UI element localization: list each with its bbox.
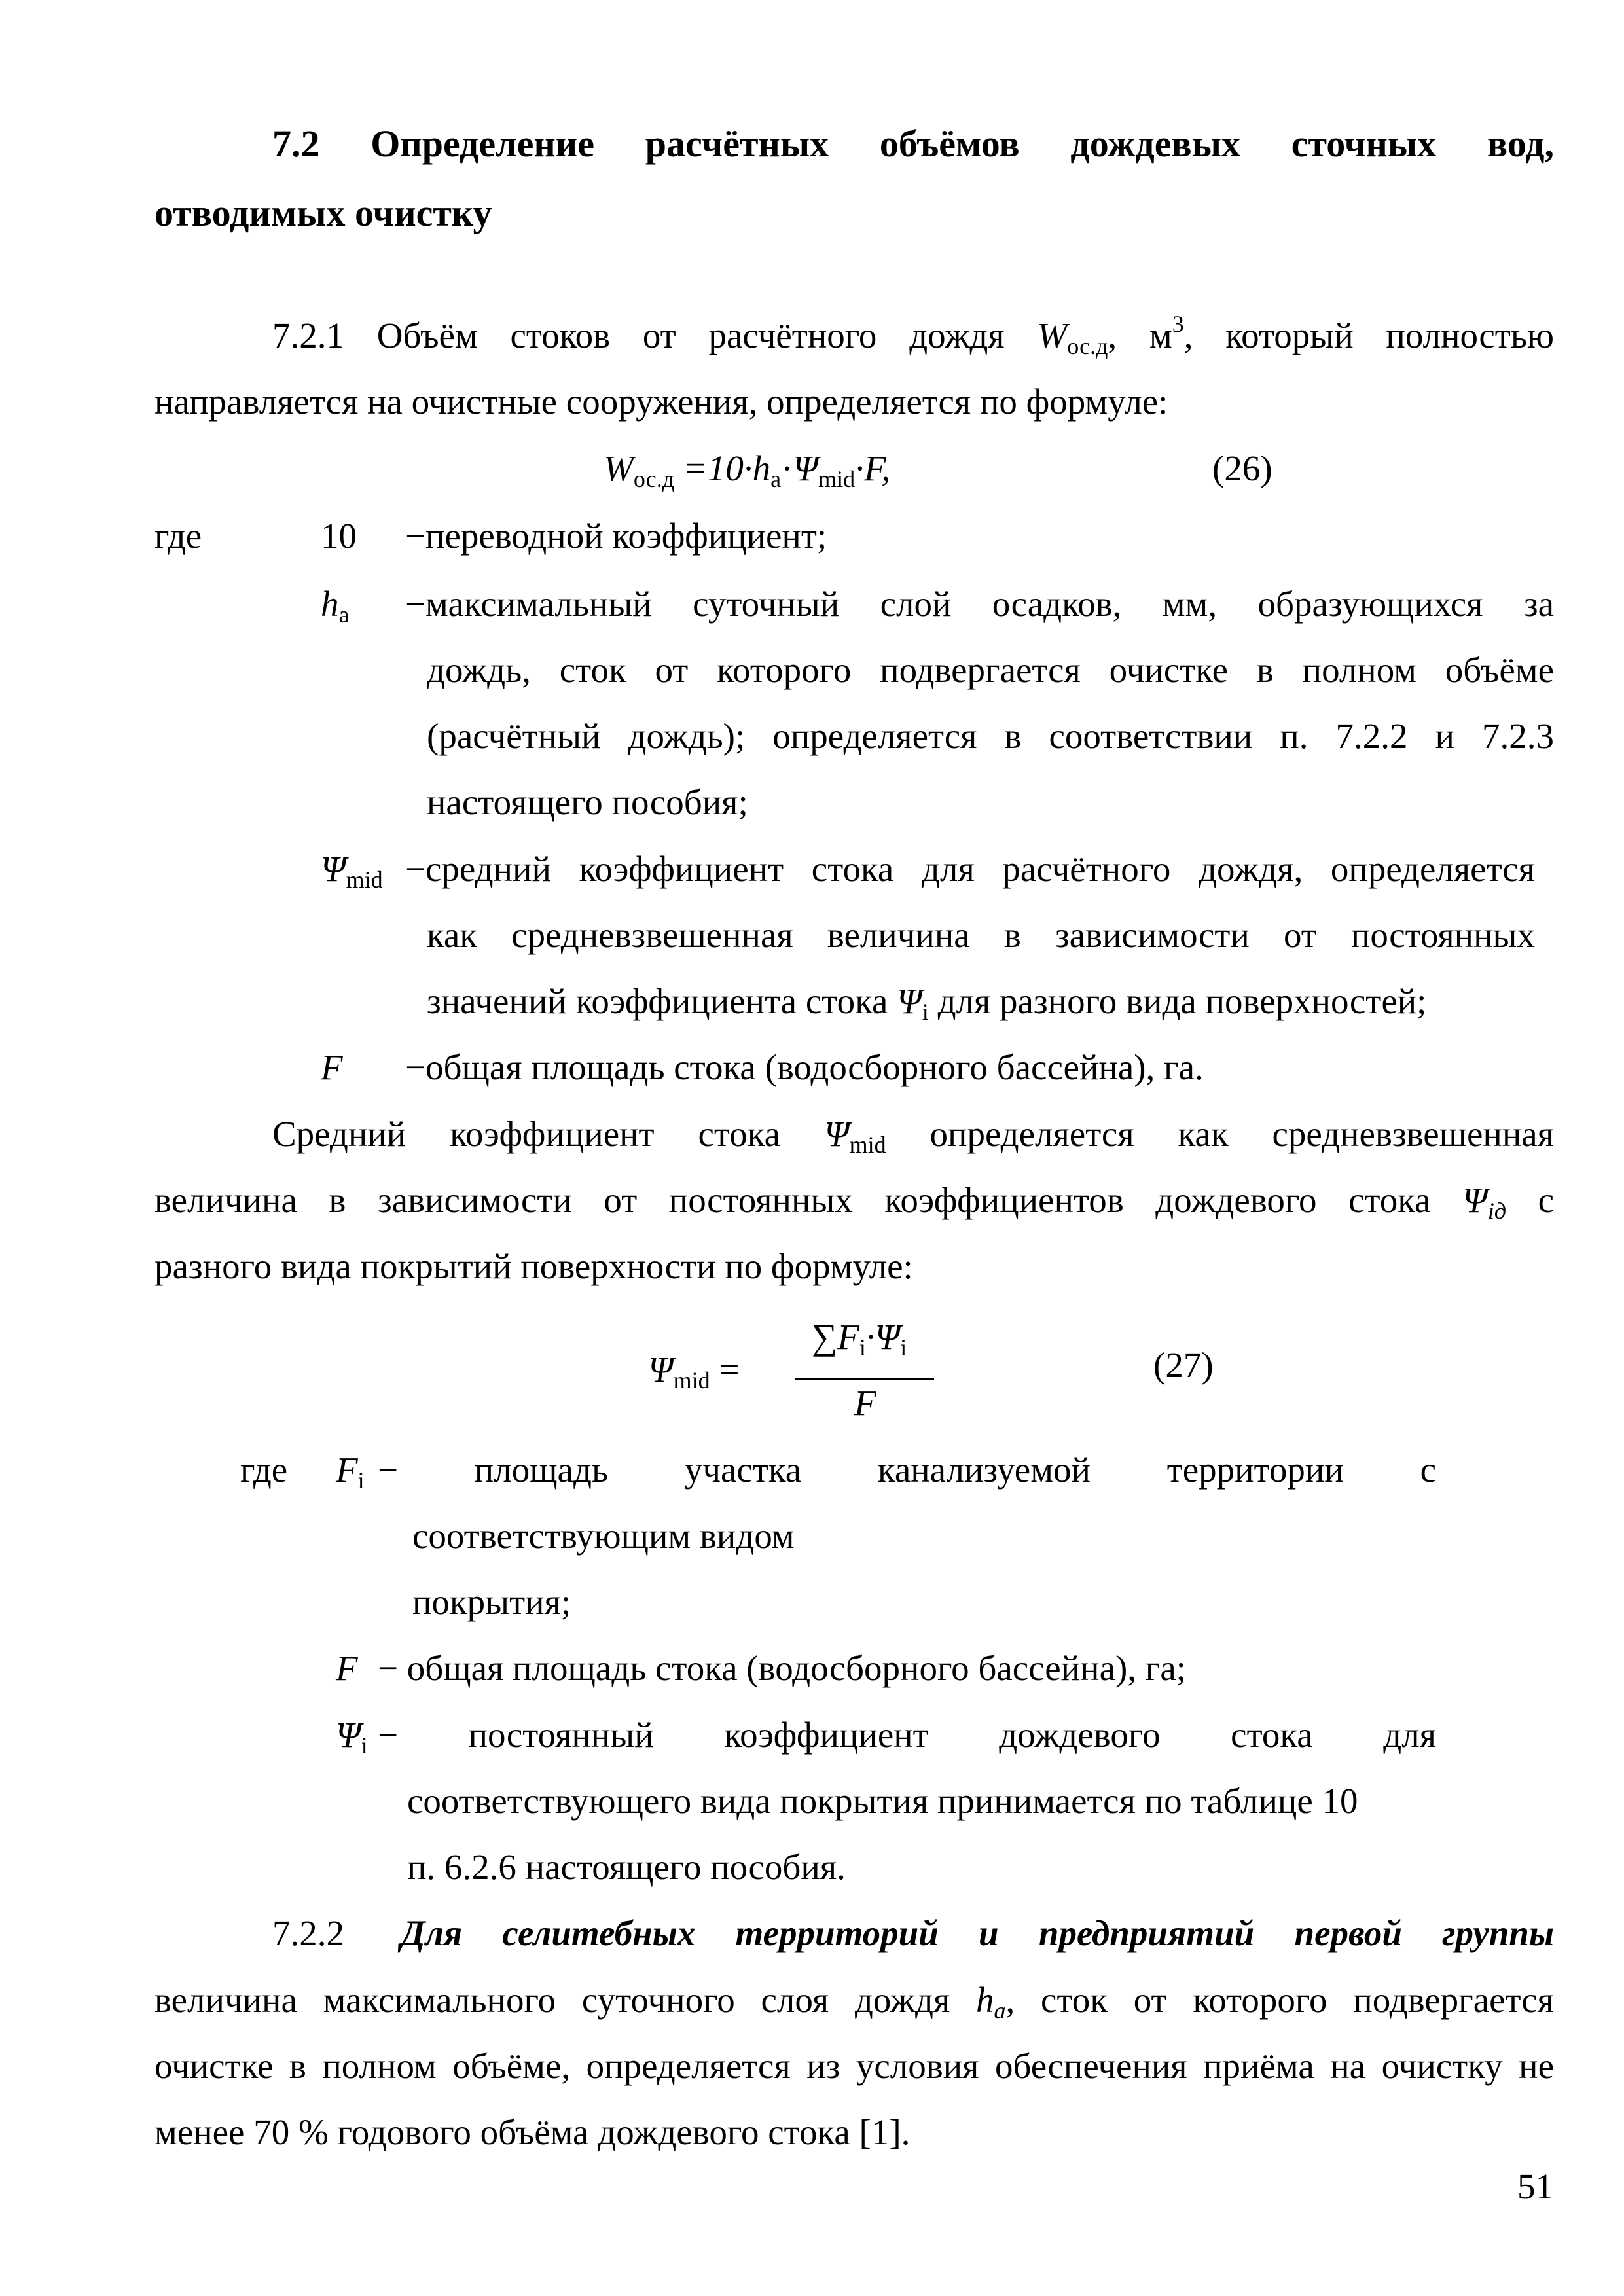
def-text: − постоянный коэффициент дождевого стока для	[378, 1715, 1436, 1755]
subscript: mid	[346, 867, 383, 893]
superscript: 3	[1172, 311, 1184, 337]
subscript: i	[900, 1335, 907, 1361]
def-text: −средний коэффициент стока для расчётного дождя, определяется	[405, 849, 1535, 889]
text: ·F,	[855, 448, 891, 488]
text: , который полностью	[1183, 315, 1554, 355]
subscript: mid	[673, 1367, 710, 1393]
text: с	[1506, 1180, 1554, 1220]
def-text: соответствующим видом	[412, 1516, 795, 1556]
paragraph-7-2-2-emphasis: Для селитебных территорий и предприятий первой группы	[401, 1913, 1554, 1953]
text: =	[710, 1350, 740, 1390]
symbol-psi: Ψ	[321, 849, 346, 889]
def-text: − площадь участка канализуемой территории с	[378, 1450, 1436, 1490]
symbol-psi: Ψ	[875, 1317, 901, 1357]
text: значений коэффициента стока	[427, 981, 897, 1021]
symbol-psi: Ψ	[336, 1715, 361, 1755]
where-label: где	[154, 516, 202, 556]
text: ·	[781, 448, 793, 488]
symbol-h: h	[976, 1980, 994, 2020]
def-symbol-ha	[321, 578, 349, 630]
section-title-line2: отводимых очистку	[154, 192, 492, 234]
formula-27-lhs	[648, 1344, 739, 1396]
page-number: 51	[1517, 2166, 1553, 2206]
paragraph-7-2-2-line2	[154, 1974, 1554, 2026]
formula-27-denominator: F	[854, 1383, 876, 1423]
symbol-psi: Ψ	[897, 981, 922, 1021]
section-title-line1: 7.2 Определение расчётных объёмов дождевых сточных вод,	[272, 122, 1554, 165]
def-text: дождь, сток от которого подвергается очистке в полном объёме	[427, 650, 1554, 690]
text: ∑F	[812, 1317, 859, 1357]
paragraph-mid-line3: разного вида покрытий поверхности по формуле:	[154, 1246, 913, 1286]
formula-26	[604, 442, 890, 495]
def-symbol-f: F	[336, 1648, 358, 1688]
paragraph-mid-line2	[154, 1174, 1554, 1227]
formula-27-number: (27)	[1153, 1345, 1214, 1385]
def-text: −переводной коэффициент;	[405, 516, 827, 556]
text: для разного вида поверхностей;	[928, 981, 1427, 1021]
subscript: iд	[1487, 1198, 1507, 1224]
subscript: mid	[849, 1132, 886, 1158]
subscript: a	[994, 1998, 1006, 2024]
subscript: i	[859, 1335, 866, 1361]
symbol-h: h	[752, 448, 771, 488]
symbol-psi: Ψ	[1462, 1180, 1488, 1220]
def-text	[427, 975, 1426, 1028]
text: Средний коэффициент стока	[272, 1114, 824, 1154]
def-text: покрытия;	[412, 1582, 571, 1622]
symbol-psi: Ψ	[793, 448, 819, 488]
def-symbol-psi-mid	[321, 843, 383, 895]
paragraph-7-2-1-line2: направляется на очистные сооружения, определяется по формуле:	[154, 382, 1168, 422]
text: величина в зависимости от постоянных коэффициентов дождевого стока	[154, 1180, 1463, 1220]
paragraph-mid-line1	[272, 1108, 1554, 1160]
def-text: (расчётный дождь); определяется в соответствии п. 7.2.2 и 7.2.3	[427, 716, 1554, 756]
subscript: а	[770, 466, 782, 492]
text: , сток от которого подвергается	[1005, 1980, 1554, 2020]
def-text: п. 6.2.6 настоящего пособия.	[407, 1847, 846, 1887]
text: =10·	[674, 448, 753, 488]
def-text: −общая площадь стока (водосборного бассейна), га.	[405, 1047, 1204, 1087]
def-symbol-f: F	[321, 1047, 343, 1087]
def-symbol-10: 10	[321, 516, 357, 556]
symbol-psi: Ψ	[648, 1350, 674, 1390]
def-text: как средневзвешенная величина в зависимости от постоянных	[427, 915, 1535, 955]
symbol-f: F	[336, 1450, 358, 1490]
def-text: настоящего пособия;	[427, 782, 748, 822]
symbol-h: h	[321, 584, 339, 624]
def-text: − общая площадь стока (водосборного бассейна), га;	[378, 1648, 1187, 1688]
formula-26-number: (26)	[1212, 448, 1272, 488]
text: величина максимального суточного слоя дождя	[154, 1980, 977, 2020]
where-label: где	[240, 1450, 288, 1490]
symbol-w: W	[604, 448, 634, 488]
text: , м	[1108, 315, 1172, 355]
symbol-w: W	[1037, 315, 1068, 355]
text: ·	[865, 1317, 875, 1357]
subscript: i	[922, 999, 929, 1025]
subscript: ос.д	[1067, 333, 1108, 359]
paragraph-7-2-2-line3: очистке в полном объёме, определяется из условия обеспечения приёма на очистку не	[154, 2046, 1554, 2086]
paragraph-7-2-2-line4: менее 70 % годового объёма дождевого стока [1].	[154, 2112, 911, 2152]
def-text: соответствующего вида покрытия принимается по таблице 10	[407, 1781, 1358, 1821]
subscript: ос.д	[633, 466, 675, 492]
subscript: mid	[818, 466, 856, 492]
symbol-psi: Ψ	[823, 1114, 850, 1154]
paragraph-7-2-2-number: 7.2.2	[272, 1913, 344, 1953]
def-symbol-fi	[336, 1444, 365, 1496]
text: определяется как средневзвешенная	[886, 1114, 1554, 1154]
def-text: −максимальный суточный слой осадков, мм, образующихся за	[405, 584, 1554, 624]
formula-27-numerator	[812, 1311, 907, 1363]
subscript: а	[338, 601, 350, 628]
subscript: i	[357, 1467, 365, 1494]
paragraph-7-2-1-line1	[272, 310, 1554, 362]
subscript: i	[361, 1732, 368, 1759]
def-symbol-psi-i	[336, 1709, 368, 1761]
text: 7.2.1 Объём стоков от расчётного дождя	[272, 315, 1038, 355]
